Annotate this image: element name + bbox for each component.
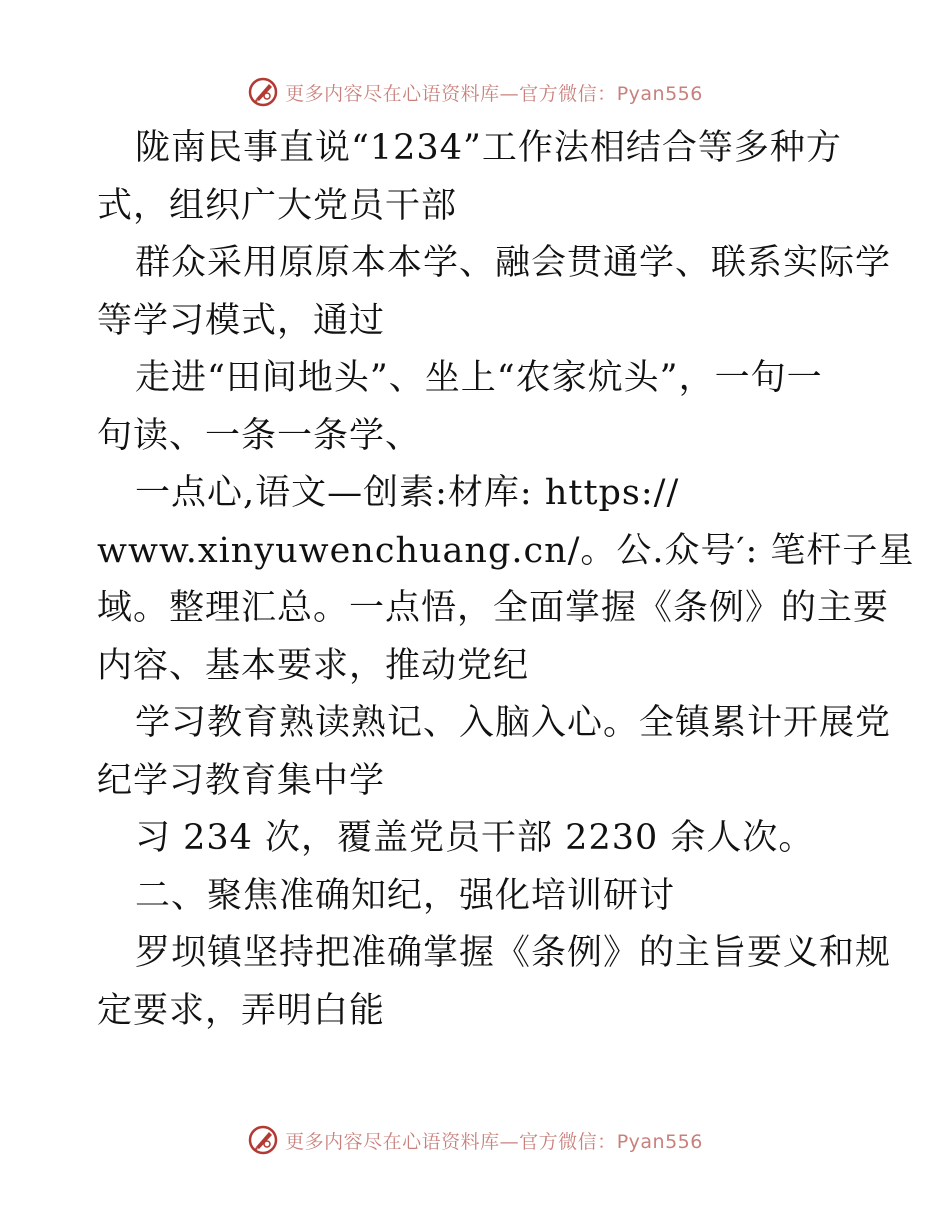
body-line: 走进“田间地头”、坐上“农家炕头”，一句一 [135,358,823,398]
body-line: 罗坝镇坚持把准确掌握《条例》的主旨要义和规 [135,933,892,973]
body-line: 定要求，弄明白能 [97,990,386,1031]
body-line: 等学习模式，通过 [97,300,386,341]
watermark-text: 更多内容尽在心语资料库—官方微信：Pyan556 [285,82,703,105]
body-line: 学习教育熟读熟记、入脑入心。全镇累计开展党 [135,703,892,743]
body-line: 内容、基本要求，推动党纪 [97,645,530,686]
header-watermark-banner [0,72,950,112]
body-line: 域。整理汇总。一点悟，全面掌握《条例》的主要 [97,588,890,628]
body-line: 习 234 次，覆盖党员干部 2230 余人次。 [135,818,815,858]
footer-watermark-banner [0,1120,950,1160]
body-line: 群众采用原原本本学、融会贯通学、联系实际学 [135,243,892,283]
watermark-text: 更多内容尽在心语资料库—官方微信：Pyan556 [285,1130,703,1153]
body-line: 式，组织广大党员干部 [97,185,458,226]
body-line: 陇南民事直说“1234”工作法相结合等多种方 [135,128,842,168]
body-line: www.xinyuwenchuang.cn/。公.众号′: 笔杆子星 [97,530,915,571]
section-heading: 二、聚焦准确知纪，强化培训研讨 [135,875,676,916]
document-body [97,120,915,1040]
body-line: 句读、一条一条学、 [97,415,422,456]
quill-pen-logo-icon [247,76,279,108]
quill-pen-logo-icon [247,1124,279,1156]
body-line: 一点心,语文—创素:材库: https:// [135,473,680,513]
body-line: 纪学习教育集中学 [97,760,386,801]
